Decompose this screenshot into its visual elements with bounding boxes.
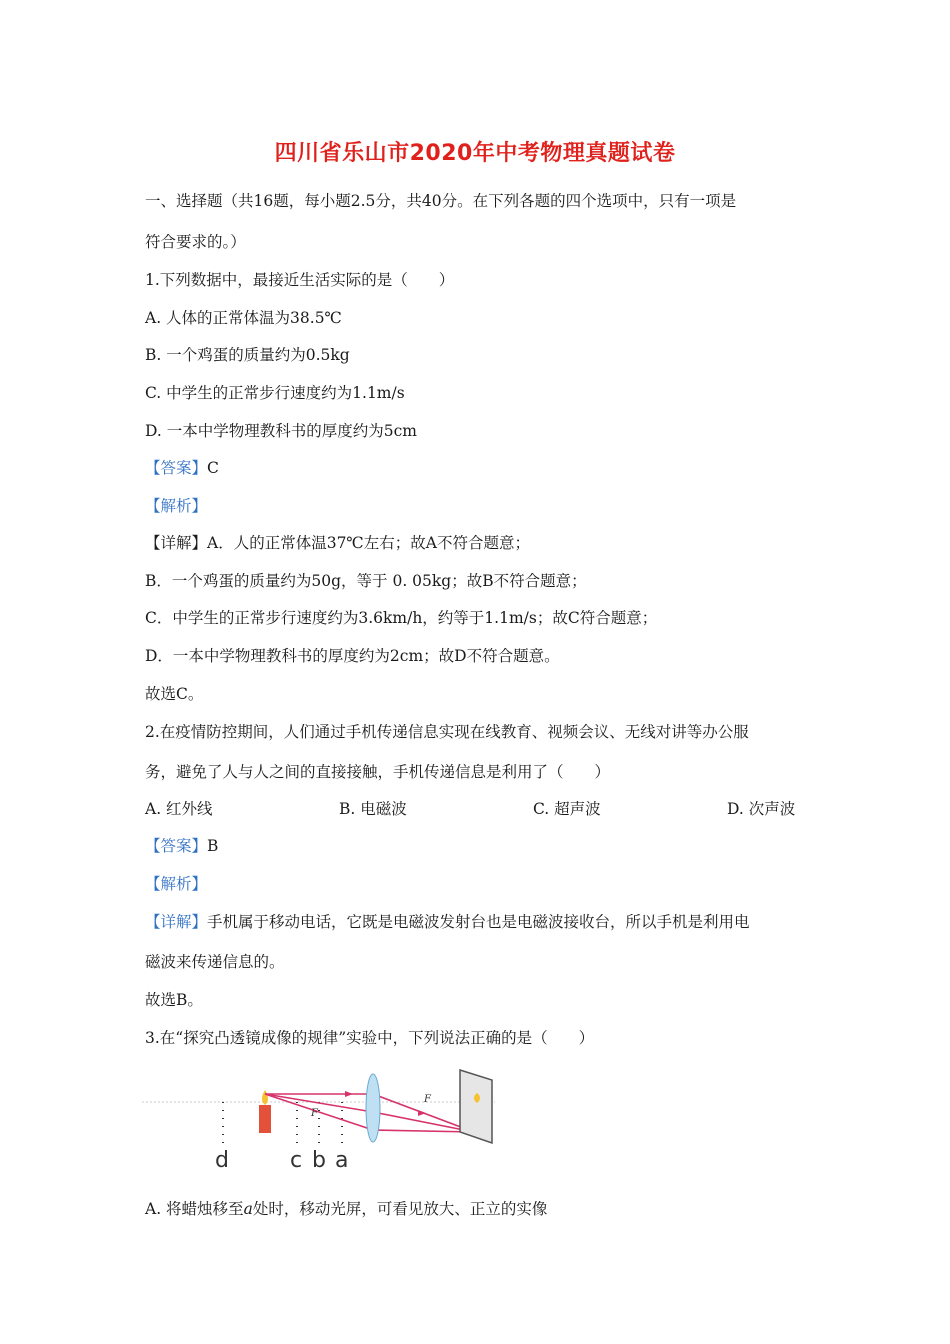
q1-detail-4: D．一本中学物理教科书的厚度约为2cm；故D不符合题意。: [145, 647, 560, 665]
detail-tag: 【详解】: [145, 534, 208, 552]
q1-stem: 1.下列数据中，最接近生活实际的是（ ）: [145, 271, 455, 289]
q1-detail-2: B．一个鸡蛋的质量约为50g，等于 0. 05kg；故B不符合题意；: [145, 572, 587, 590]
q2-option-d: D. 次声波: [727, 800, 796, 818]
position-c-label: c: [290, 1148, 303, 1173]
q1-detail-1: 【详解】A．人的正常体温37℃左右；故A不符合题意；: [145, 534, 530, 552]
q2-conclusion: 故选B。: [145, 991, 203, 1009]
q1-analysis-tag: 【解析】: [145, 497, 208, 515]
q2-option-a: A. 红外线: [145, 800, 213, 818]
q2-analysis-tag: 【解析】: [145, 875, 208, 893]
q2-option-b: B. 电磁波: [339, 800, 407, 818]
q2-answer: [145, 836, 218, 856]
section-heading-cont: 符合要求的。）: [145, 233, 246, 251]
focal-point-left-label: F: [311, 1108, 318, 1119]
q2-stem-2: 务，避免了人与人之间的直接接触，手机传递信息是利用了（ ）: [145, 763, 611, 781]
ray-arrow-icon: [345, 1091, 353, 1097]
focal-point-right-label: F: [424, 1094, 431, 1105]
q2-option-c: C. 超声波: [533, 800, 601, 818]
answer-tag: 【答案】: [145, 837, 208, 855]
q1-option-b: B. 一个鸡蛋的质量约为0.5kg: [145, 346, 350, 364]
candle-icon: [259, 1105, 271, 1133]
q3-stem: 3.在“探究凸透镜成像的规律”实验中，下列说法正确的是（ ）: [145, 1029, 595, 1047]
lens-experiment-figure: [140, 1060, 510, 1175]
detail-tag: 【详解】: [145, 913, 208, 931]
q1-option-d: D. 一本中学物理教科书的厚度约为5cm: [145, 422, 417, 440]
screen-icon: [460, 1070, 492, 1143]
answer-tag: 【答案】: [145, 459, 208, 477]
position-a-label: a: [335, 1148, 349, 1173]
answer-value: C: [207, 459, 219, 477]
ray-arrow-icon: [418, 1110, 426, 1116]
variable-a: a: [243, 1200, 253, 1218]
section-heading: 一、选择题（共16题，每小题2.5分，共40分。在下列各题的四个选项中，只有一项是: [145, 192, 737, 210]
flame-icon: [262, 1090, 268, 1105]
q3-option-a: A. 将蜡烛移至a处时，移动光屏，可看见放大、正立的实像: [145, 1200, 548, 1218]
q2-detail-2: 磁波来传递信息的。: [145, 953, 285, 971]
position-d-label: d: [215, 1148, 229, 1173]
q1-option-a: A. 人体的正常体温为38.5℃: [145, 309, 342, 327]
q2-detail-1: 【详解】手机属于移动电话，它既是电磁波发射台也是电磁波接收台，所以手机是利用电: [145, 913, 750, 931]
q1-option-c: C. 中学生的正常步行速度约为1.1m/s: [145, 384, 405, 402]
q1-answer: [145, 458, 219, 478]
answer-value: B: [207, 837, 219, 855]
q1-conclusion: 故选C。: [145, 685, 204, 703]
position-b-label: b: [312, 1148, 326, 1173]
page-title: 四川省乐山市2020年中考物理真题试卷: [274, 141, 676, 166]
q1-detail-3: C．中学生的正常步行速度约为3.6km/h，约等于1.1m/s；故C符合题意；: [145, 609, 658, 627]
convex-lens-icon: [366, 1074, 380, 1142]
q2-stem-1: 2.在疫情防控期间，人们通过手机传递信息实现在线教育、视频会议、无线对讲等办公服: [145, 723, 749, 741]
